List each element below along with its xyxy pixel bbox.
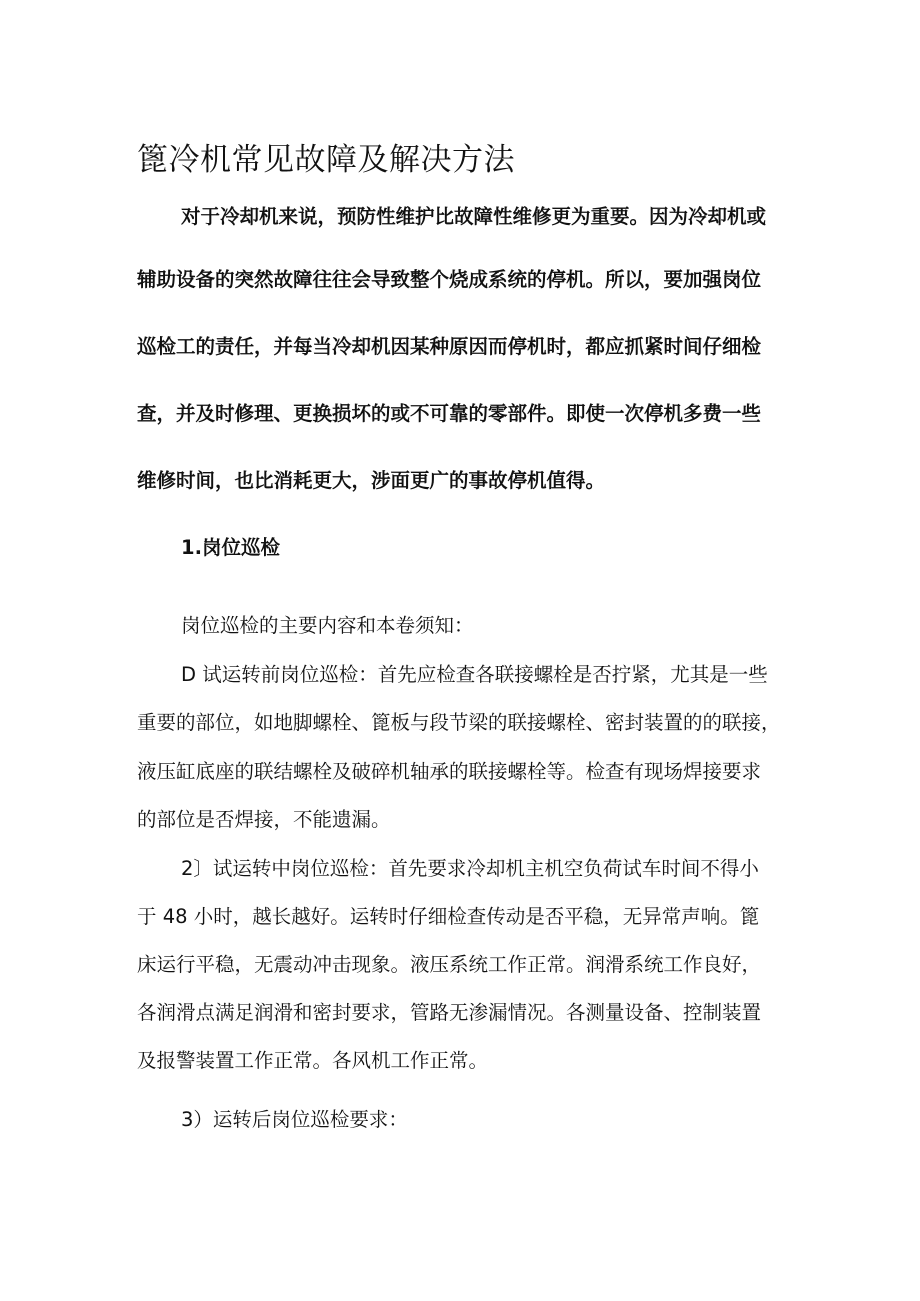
item2-line-2: 于 48 小时，越长越好。运转时仔细检查传动是否平稳，无异常声响。篦 bbox=[137, 905, 760, 928]
item2-line-4: 各润滑点满足润滑和密封要求，管路无渗漏情况。各测量设备、控制装置 bbox=[137, 1001, 762, 1024]
item2-line-3: 床运行平稳，无震动冲击现象。液压系统工作正常。润滑系统工作良好， bbox=[137, 953, 762, 976]
item1-line-2: 重要的部位，如地脚螺栓、篦板与段节梁的联接螺栓、密封装置的的联接， bbox=[137, 711, 781, 734]
item1-line-1: D 试运转前岗位巡检：首先应检查各联接螺栓是否拧紧，尤其是一些 bbox=[181, 663, 768, 686]
intro-line-1: 对于冷却机来说，预防性维护比故障性维修更为重要。因为冷却机或 bbox=[181, 205, 767, 228]
intro-line-2: 辅助设备的突然故障往往会导致整个烧成系统的停机。所以，要加强岗位 bbox=[137, 268, 762, 291]
item1-line-3: 液压缸底座的联结螺栓及破碎机轴承的联接螺栓等。检查有现场焊接要求 bbox=[137, 760, 762, 783]
intro-line-3: 巡检工的责任，并每当冷却机因某种原因而停机时，都应抓紧时间仔细检 bbox=[137, 335, 762, 358]
item1-line-4: 的部位是否焊接，不能遗漏。 bbox=[137, 808, 391, 831]
document-title: 篦冷机常见故障及解决方法 bbox=[137, 142, 515, 178]
intro-line-4: 查，并及时修理、更换损坏的或不可靠的零部件。即使一次停机多费一些 bbox=[137, 402, 762, 425]
item3-line-1: 3）运转后岗位巡检要求： bbox=[181, 1108, 408, 1131]
section-intro: 岗位巡检的主要内容和本卷须知： bbox=[181, 614, 474, 637]
item2-line-5: 及报警装置工作正常。各风机工作正常。 bbox=[137, 1049, 489, 1072]
intro-line-5: 维修时间，也比消耗更大，涉面更广的事故停机值得。 bbox=[137, 469, 606, 492]
item2-line-1: 2〕试运转中岗位巡检：首先要求冷却机主机空负荷试车时间不得小 bbox=[181, 857, 759, 880]
section-heading: 1.岗位巡检 bbox=[181, 536, 280, 559]
